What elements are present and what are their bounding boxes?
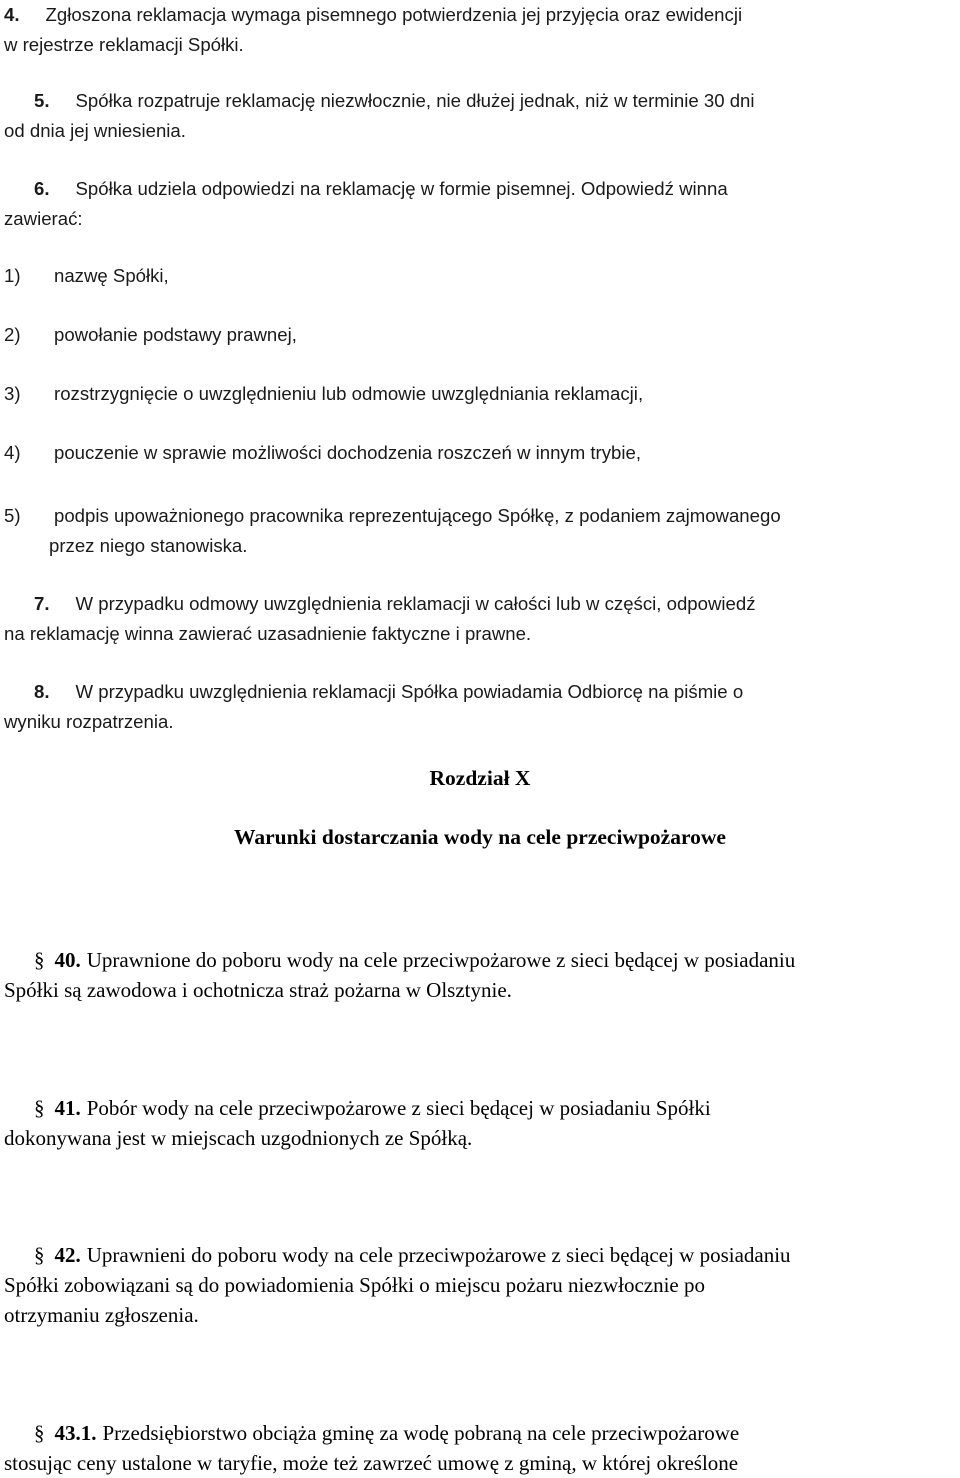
point-text: Spółka udziela odpowiedzi na reklamację w formie pisemnej. Odpowiedź winna bbox=[75, 178, 728, 199]
list-label: 2) bbox=[4, 324, 21, 345]
list-text: pouczenie w sprawie możliwości dochodzenia roszczeń w innym trybie, bbox=[54, 442, 641, 463]
paragraph-text: Spółki zobowiązani są do powiadomienia Spółki o miejscu pożaru niezwłocznie po bbox=[4, 1273, 705, 1297]
paragraph-text: Przedsiębiorstwo obciąża gminę za wodę pobraną na cele przeciwpożarowe bbox=[102, 1421, 740, 1445]
point-text: w rejestrze reklamacji Spółki. bbox=[4, 34, 244, 55]
paragraph-number: 43.1. bbox=[54, 1421, 97, 1445]
list-label: 4) bbox=[4, 442, 21, 463]
point-text: od dnia jej wniesienia. bbox=[4, 120, 186, 141]
point-text: Spółka rozpatruje reklamację niezwłocznie, nie dłużej jednak, niż w terminie 30 dni bbox=[75, 90, 755, 111]
point-7 bbox=[4, 589, 958, 649]
list-item bbox=[4, 383, 958, 405]
paragraph-text: otrzymaniu zgłoszenia. bbox=[4, 1303, 199, 1327]
paragraph-number: 42. bbox=[54, 1243, 81, 1267]
list-label: 1) bbox=[4, 265, 21, 286]
point-number: 5. bbox=[34, 90, 50, 111]
list-item bbox=[4, 265, 958, 287]
chapter-subtitle: Warunki dostarczania wody na cele przeciwpożarowe bbox=[234, 825, 726, 849]
list-text: powołanie podstawy prawnej, bbox=[54, 324, 297, 345]
paragraph-42 bbox=[4, 1240, 958, 1330]
list-text: nazwę Spółki, bbox=[54, 265, 169, 286]
paragraph-text: stosując ceny ustalone w taryfie, może też zawrzeć umowę z gminą, w której określone bbox=[4, 1451, 739, 1475]
point-number: 6. bbox=[34, 178, 50, 199]
list-item bbox=[4, 324, 958, 346]
point-4 bbox=[4, 0, 958, 60]
section-sign: § bbox=[34, 1096, 45, 1120]
point-6 bbox=[4, 174, 958, 234]
list-item bbox=[4, 501, 958, 561]
paragraph-text: dokonywana jest w miejscach uzgodnionych ze Spółką. bbox=[4, 1126, 473, 1150]
list-text: podpis upoważnionego pracownika reprezentującego Spółkę, z podaniem zajmowanego bbox=[54, 505, 781, 526]
point-number: 4. bbox=[4, 4, 20, 25]
point-text: W przypadku uwzględnienia reklamacji Spółka powiadamia Odbiorcę na piśmie o bbox=[75, 681, 744, 702]
list-label: 5) bbox=[4, 505, 21, 526]
point-text: W przypadku odmowy uwzględnienia reklamacji w całości lub w części, odpowiedź bbox=[75, 593, 756, 614]
point-5 bbox=[4, 86, 958, 146]
paragraph-number: 40. bbox=[54, 948, 81, 972]
section-sign: § bbox=[34, 948, 45, 972]
paragraph-text: Uprawnieni do poboru wody na cele przeciwpożarowe z sieci będącej w posiadaniu bbox=[86, 1243, 791, 1267]
chapter-title: Rozdział X bbox=[429, 766, 531, 790]
point-text: wyniku rozpatrzenia. bbox=[4, 711, 174, 732]
list-text: rozstrzygnięcie o uwzględnieniu lub odmowie uwzględniania reklamacji, bbox=[54, 383, 644, 404]
paragraph-number: 41. bbox=[54, 1096, 81, 1120]
paragraph-text: Spółki są zawodowa i ochotnicza straż pożarna w Olsztynie. bbox=[4, 978, 512, 1002]
point-number: 8. bbox=[34, 681, 50, 702]
point-text: Zgłoszona reklamacja wymaga pisemnego potwierdzenia jej przyjęcia oraz ewidencji bbox=[45, 4, 743, 25]
paragraph-41 bbox=[4, 1093, 958, 1153]
point-number: 7. bbox=[34, 593, 50, 614]
paragraph-text: Uprawnione do poboru wody na cele przeciwpożarowe z sieci będącej w posiadaniu bbox=[86, 948, 796, 972]
list-text: przez niego stanowiska. bbox=[49, 535, 248, 556]
point-text: zawierać: bbox=[4, 208, 83, 229]
paragraph-40 bbox=[4, 945, 958, 1005]
paragraph-text: Pobór wody na cele przeciwpożarowe z sieci będącej w posiadaniu Spółki bbox=[86, 1096, 711, 1120]
paragraph-43-1 bbox=[4, 1418, 958, 1478]
section-sign: § bbox=[34, 1243, 45, 1267]
list-item bbox=[4, 442, 958, 464]
point-8 bbox=[4, 677, 958, 737]
section-sign: § bbox=[34, 1421, 45, 1445]
list-label: 3) bbox=[4, 383, 21, 404]
point-text: na reklamację winna zawierać uzasadnienie faktyczne i prawne. bbox=[4, 623, 532, 644]
